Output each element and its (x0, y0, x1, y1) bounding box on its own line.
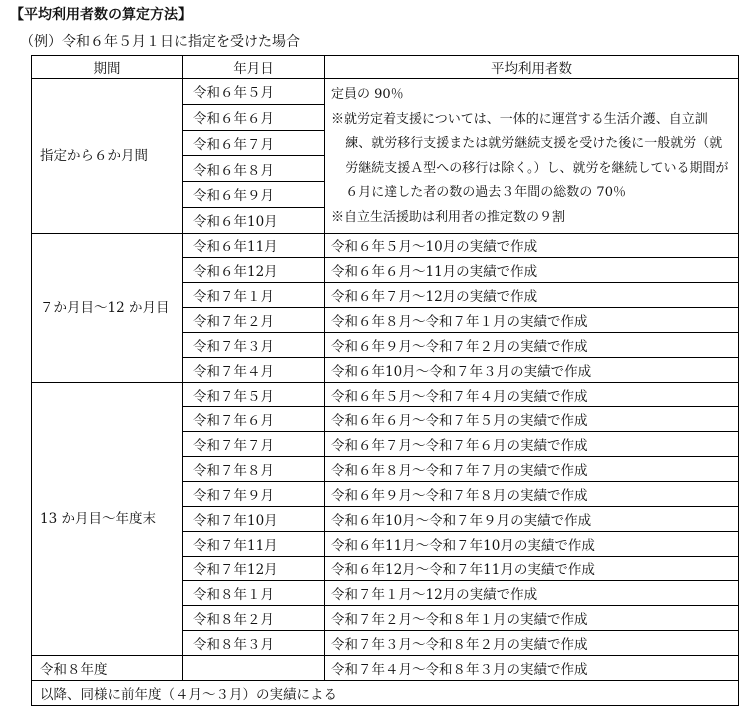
note-capacity: 定員の 90％ (331, 87, 404, 102)
month-cell: 令和７年５月 (183, 382, 325, 407)
average-cell: 令和６年６月～11月の実績で作成 (325, 258, 739, 283)
initial-period-note (325, 79, 739, 234)
table-row (32, 79, 739, 105)
month-cell: 令和７年10月 (183, 506, 325, 531)
month-cell: 令和７年４月 (183, 357, 325, 382)
month-cell: 令和６年12月 (183, 258, 325, 283)
average-cell: 令和６年９月～令和７年２月の実績で作成 (325, 332, 739, 357)
example-caption: （例）令和６年５月１日に指定を受けた場合 (20, 34, 300, 50)
table-row (32, 233, 739, 258)
fiscal-year-period-cell: 令和８年度 (32, 655, 183, 680)
average-cell: 令和６年12月～令和７年11月の実績で作成 (325, 556, 739, 581)
month-cell: 令和７年６月 (183, 407, 325, 432)
note-independent-living: ※自立生活援助は利用者の推定数の９割 (331, 209, 566, 225)
average-users-table (31, 55, 739, 706)
table-row (32, 382, 739, 407)
average-cell: 令和７年１月～12月の実績で作成 (325, 581, 739, 606)
average-cell: 令和６年10月～令和７年９月の実績で作成 (325, 506, 739, 531)
month-cell: 令和６年９月 (183, 182, 325, 208)
period-cell: 13 か月目～年度末 (32, 382, 183, 655)
average-cell: 令和６年10月～令和７年３月の実績で作成 (325, 357, 739, 382)
average-cell: 令和７年３月～令和８年２月の実績で作成 (325, 631, 739, 656)
period-cell: 指定から６か月間 (32, 79, 183, 234)
month-cell: 令和６年７月 (183, 130, 325, 156)
month-cell: 令和７年８月 (183, 457, 325, 482)
average-cell: 令和６年７月～令和７年６月の実績で作成 (325, 432, 739, 457)
table-row (32, 680, 739, 705)
average-cell: 令和６年８月～令和７年１月の実績で作成 (325, 308, 739, 333)
average-cell: 令和６年11月～令和７年10月の実績で作成 (325, 531, 739, 556)
month-cell: 令和８年３月 (183, 631, 325, 656)
month-cell: 令和８年１月 (183, 581, 325, 606)
month-cell: 令和６年５月 (183, 79, 325, 105)
average-cell: 令和６年５月～令和７年４月の実績で作成 (325, 382, 739, 407)
month-cell: 令和７年12月 (183, 556, 325, 581)
month-cell: 令和６年11月 (183, 233, 325, 258)
month-cell: 令和７年７月 (183, 432, 325, 457)
average-cell: 令和６年９月～令和７年８月の実績で作成 (325, 482, 739, 507)
note-employment-support: ※就労定着支援については、一体的に運営する生活介護、自立訓練、就労移行支援または就労継続支援を受けた後に一般就労（就労継続支援Ａ型への移行は除く。）し、就労を継続している期間が６月に達した者の数の過去３年間の総数の 70％ (331, 111, 729, 201)
month-cell: 令和７年２月 (183, 308, 325, 333)
month-cell: 令和６年６月 (183, 104, 325, 130)
month-cell: 令和７年11月 (183, 531, 325, 556)
average-cell: 令和６年５月～10月の実績で作成 (325, 233, 739, 258)
header-period: 期間 (32, 56, 183, 79)
month-cell: 令和８年２月 (183, 606, 325, 631)
fiscal-year-month-cell (183, 655, 325, 680)
average-cell: 令和７年２月～令和８年１月の実績で作成 (325, 606, 739, 631)
month-cell: 令和６年10月 (183, 207, 325, 233)
period-cell: ７か月目～12 か月目 (32, 233, 183, 382)
average-cell: 令和６年６月～令和７年５月の実績で作成 (325, 407, 739, 432)
table-footer-note: 以降、同様に前年度（４月～３月）の実績による (32, 680, 739, 705)
header-row (32, 56, 739, 79)
header-average: 平均利用者数 (325, 56, 739, 79)
average-cell: 令和６年７月～12月の実績で作成 (325, 283, 739, 308)
document-title: 【平均利用者数の算定方法】 (10, 7, 192, 23)
month-cell: 令和７年１月 (183, 283, 325, 308)
table-row (32, 655, 739, 680)
month-cell: 令和６年８月 (183, 156, 325, 182)
month-cell: 令和７年３月 (183, 332, 325, 357)
header-date: 年月日 (183, 56, 325, 79)
month-cell: 令和７年９月 (183, 482, 325, 507)
fiscal-year-average-cell: 令和７年４月～令和８年３月の実績で作成 (325, 655, 739, 680)
average-cell: 令和６年８月～令和７年７月の実績で作成 (325, 457, 739, 482)
